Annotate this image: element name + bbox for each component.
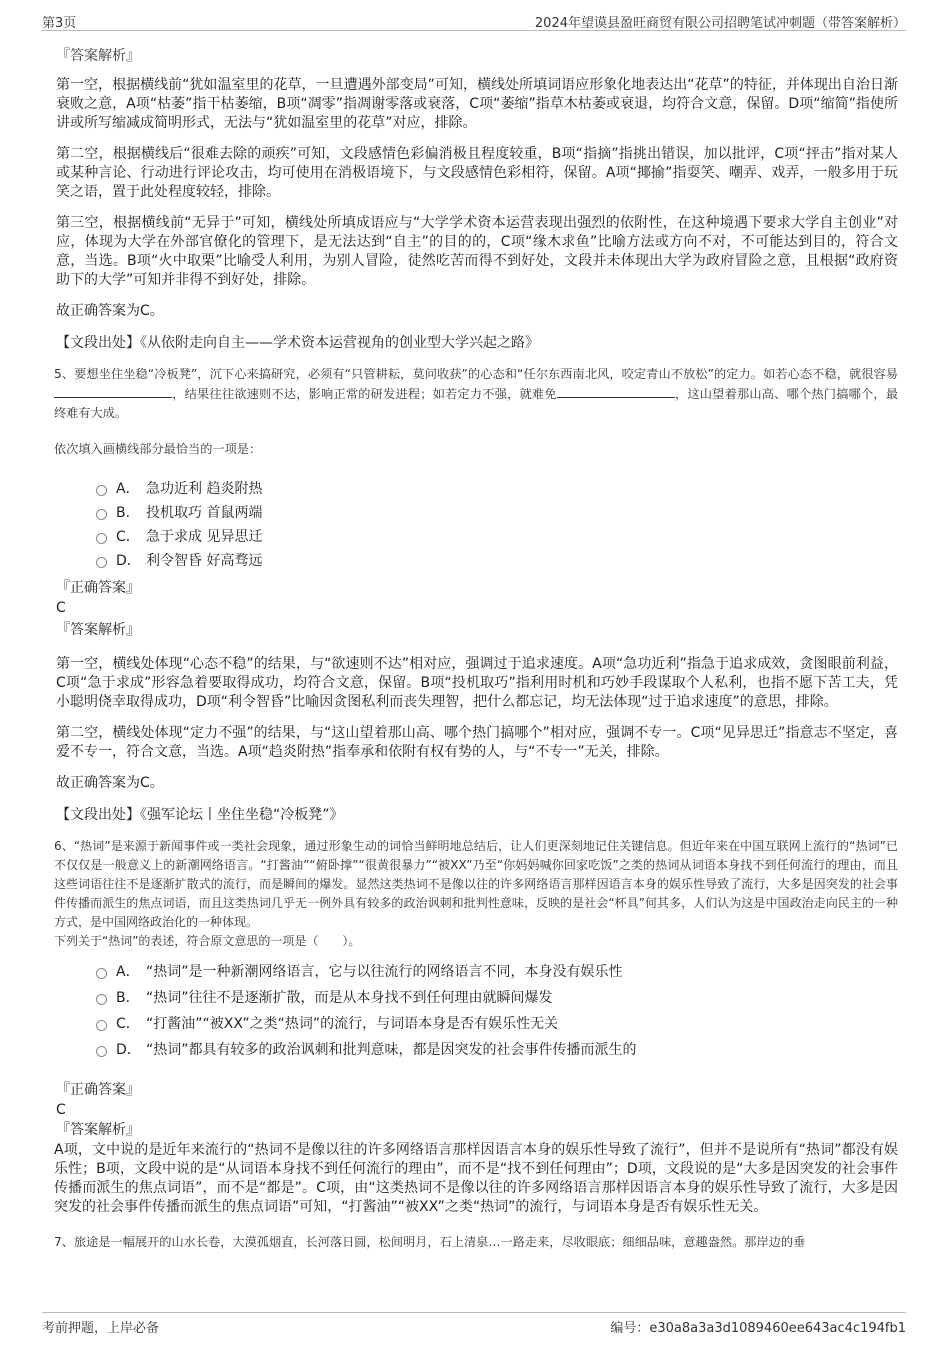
options-list bbox=[96, 959, 898, 1063]
correct-answer: C bbox=[56, 1102, 66, 1118]
document-title: 2024年望谟县盈旺商贸有限公司招聘笔试冲刺题（带答案解析） bbox=[534, 16, 906, 31]
analysis-paragraph: 第二空，横线处体现“定力不强”的结果，与“这山望着那山高、哪个热门搞哪个”相对应，强调不专一。C项“见异思迁”指意志不坚定，喜爱不专一，符合文意，当选。A项“趋炎附热”指奉承和依附有权有势的人，与“不专一”无关，排除。 bbox=[56, 725, 898, 760]
correct-answer: C bbox=[56, 600, 66, 616]
radio-button[interactable] bbox=[96, 509, 107, 520]
analysis-paragraph: 第一空，根据横线前“犹如温室里的花草，一旦遭遇外部变局”可知，横线处所填词语应形象化地表达出“花草”的特征，并体现出自治日渐衰败之意，A项“枯萎”指干枯萎缩，B项“凋零”指凋谢零落或衰落，C项“萎缩”指草木枯萎或衰退，均符合文意，保留。D项“缩简”指使所讲或所写缩减成简明形式，无法与“犹如温室里的花草”对应，排除。 bbox=[56, 77, 898, 131]
analysis-conclusion: 故正确答案为C。 bbox=[56, 303, 164, 319]
radio-button[interactable] bbox=[96, 968, 107, 979]
question-stem: 下列关于“热词”的表述，符合原文意思的一项是（ ）。 bbox=[54, 934, 361, 948]
radio-button[interactable] bbox=[96, 1046, 107, 1057]
passage-source: 【文段出处】《强军论坛丨坐住坐稳“冷板凳”》 bbox=[56, 807, 344, 823]
page-header bbox=[42, 10, 906, 31]
passage-source: 【文段出处】《从依附走向自主——学术资本运营视角的创业型大学兴起之路》 bbox=[56, 335, 539, 351]
answer-analysis-label: 『答案解析』 bbox=[56, 1122, 140, 1138]
option-a[interactable]: A． “热词”是一种新潮网络语言，它与以往流行的网络语言不同，本身没有娱乐性 bbox=[96, 959, 898, 985]
question-text: 7、旅途是一幅展开的山水长卷，大漠孤烟直，长河落日圆，松间明月，石上清泉…一路走来，尽收眼底；细细品味，意趣盎然。那岸边的垂 bbox=[54, 1235, 806, 1249]
radio-button[interactable] bbox=[96, 533, 107, 544]
option-d[interactable]: D． 利令智昏 好高骛远 bbox=[96, 549, 898, 573]
correct-answer-label: 『正确答案』 bbox=[56, 580, 140, 596]
radio-button[interactable] bbox=[96, 994, 107, 1005]
answer-analysis-label: 『答案解析』 bbox=[56, 622, 140, 638]
question-stem: 依次填入画横线部分最恰当的一项是： bbox=[54, 442, 262, 456]
fill-blank-2 bbox=[557, 384, 675, 398]
main-content bbox=[56, 40, 898, 1252]
option-a[interactable]: A． 急功近利 趋炎附热 bbox=[96, 477, 898, 501]
analysis-conclusion: 故正确答案为C。 bbox=[56, 775, 164, 791]
analysis-paragraph: 第二空，根据横线后“很难去除的顽疾”可知，文段感情色彩偏消极且程度较重，B项“指摘”指挑出错误，加以批评，C项“抨击”指对某人或某种言论、行动进行评论攻击，均可使用在消极语境下，与文段感情色彩相符，保留。A项“揶揄”指耍笑、嘲弄、戏弄，一般多用于玩笑之语，置于此处程度较轻，排除。 bbox=[56, 146, 898, 200]
page-footer bbox=[42, 1312, 906, 1335]
analysis-paragraph: 第一空，横线处体现“心态不稳”的结果，与“欲速则不达”相对应，强调过于追求速度。A项“急功近利”指急于追求成效，贪图眼前利益，C项“急于求成”形容急着要取得成功，均符合文意，保留。B项“投机取巧”指利用时机和巧妙手段谋取个人私利，也指不愿下苦工夫，凭小聪明侥幸取得成功，D项“利令智昏”比喻因贪图私利而丧失理智，把什么都忘记，均无法体现“过于追求速度”的意思，排除。 bbox=[56, 656, 898, 710]
option-d[interactable]: D． “热词”都具有较多的政治讽刺和批判意味，都是因突发的社会事件传播而派生的 bbox=[96, 1037, 898, 1063]
option-b[interactable]: B． 投机取巧 首鼠两端 bbox=[96, 501, 898, 525]
options-list bbox=[96, 477, 898, 573]
analysis-paragraph: A项，文中说的是近年来流行的“热词不是像以往的许多网络语言那样因语言本身的娱乐性导致了流行”，但并不是说所有“热词”都没有娱乐性；B项，文段中说的是“从词语本身找不到任何流行的理由”，而不是“找不到任何理由”；D项，文段说的是“大多是因突发的社会事件传播而派生的焦点词语”，而不是“都是”。C项，由“这类热词不是像以往的许多网络语言那样因语言本身的娱乐性导致了流行，大多是因突发的社会事件传播而派生的焦点词语”可知，“打酱油”“被XX”之类“热词”的流行，与词语本身是否有娱乐性无关。 bbox=[54, 1142, 898, 1215]
radio-button[interactable] bbox=[96, 1020, 107, 1031]
correct-answer-label: 『正确答案』 bbox=[56, 1082, 140, 1098]
analysis-paragraph: 第三空，根据横线前“无异于”可知，横线处所填成语应与“大学学术资本运营表现出强烈的依附性，在这种境遇下要求大学自主创业”对应，体现为大学在外部官僚化的管理下，是无法达到“自主”的目的的，C项“缘木求鱼”比喻方法或方向不对，不可能达到目的，符合文意，当选。B项“火中取栗”比喻受人利用，为别人冒险，徒然吃苦而得不到好处，文段并未体现出大学为政府冒险之意，且根据“政府资助下的大学”可知并非得不到好处，排除。 bbox=[56, 215, 898, 288]
question-text: 6、“热词”是来源于新闻事件或一类社会现象，通过形象生动的词恰当鲜明地总结后，让人们更深刻地记住关键信息。但近年来在中国互联网上流行的“热词”已不仅仅是一般意义上的新潮网络语言。“打酱油”“俯卧撑”“很黄很暴力”“被XX”乃至“你妈妈喊你回家吃饭”之类的热词从词语本身找不到任何流行的理由，而且这些词语往往不是逐渐扩散式的流行，而是瞬间的爆发。显然这类热词不是像以往的许多网络语言那样因语言本身的娱乐性导致了流行，大多是因突发的社会事件传播而派生的焦点词语，而且这类热词几乎无一例外具有较多的政治讽刺和批判性意味，反映的是社会“杯具”何其多，人们认为这是中国政治走向民主的一种方式，是中国网络政治化的一种体现。 bbox=[54, 839, 898, 929]
document-id: 编号：e30a8a3a3d1089460ee643ac4c194fb1 bbox=[610, 1321, 906, 1336]
option-c[interactable]: C． 急于求成 见异思迁 bbox=[96, 525, 898, 549]
option-b[interactable]: B． “热词”往往不是逐渐扩散，而是从本身找不到任何理由就瞬间爆发 bbox=[96, 985, 898, 1011]
answer-analysis-label: 『答案解析』 bbox=[56, 48, 140, 64]
fill-blank-1 bbox=[54, 384, 172, 398]
radio-button[interactable] bbox=[96, 557, 107, 568]
footer-slogan: 考前押题，上岸必备 bbox=[42, 1321, 160, 1336]
question-text: 5、要想坐住坐稳“冷板凳”，沉下心来搞研究，必须有“只管耕耘，莫问收获”的心态和“任尔东西南北风，咬定青山不放松”的定力。如若心态不稳，就很容易，结果往往欲速则不达，影响正常的研发进程；如若定力不强，就难免 ，这山望着那山高、哪个热门搞哪个，最终难有大成。 bbox=[54, 367, 899, 420]
page-number: 第3页 bbox=[42, 16, 77, 31]
option-c[interactable]: C． “打酱油”“被XX”之类“热词”的流行，与词语本身是否有娱乐性无关 bbox=[96, 1011, 898, 1037]
radio-button[interactable] bbox=[96, 485, 107, 496]
